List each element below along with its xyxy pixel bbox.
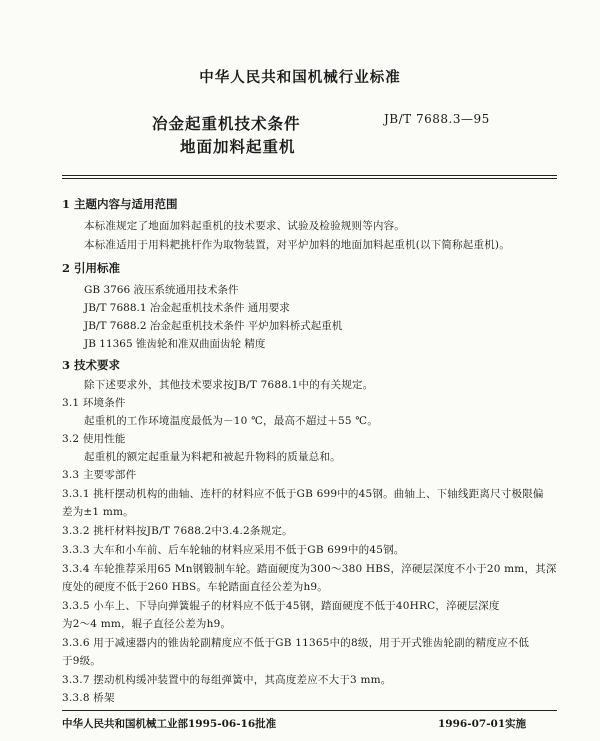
clause-3-3-5-line-2: 为2～4 mm，辊子直径公差为h9。 <box>62 618 232 630</box>
clause-3-3-8-heading: 3.3.8 桥架 <box>62 692 115 704</box>
section-3-intro: 除下述要求外，其他技术要求按JB/T 7688.1中的有关规定。 <box>84 379 374 391</box>
title-divider-bottom <box>62 178 557 179</box>
reference-item: JB/T 7688.1 冶金起重机技术条件 通用要求 <box>84 302 290 314</box>
document-title: 冶金起重机技术条件 <box>152 114 301 133</box>
clause-3-3-7: 3.3.7 摆动机构缓冲装置中的每组弹簧中，其高度差应不大于3 mm。 <box>62 674 392 686</box>
footer-divider <box>62 710 557 711</box>
clause-3-1-text: 起重机的工作环境温度最低为－10 ℃，最高不超过＋55 ℃。 <box>84 415 378 427</box>
clause-3-3-6-line-1: 3.3.6 用于减速器内的锥齿轮副精度应不低于GB 11365中的8级，用于开式锥齿轮副的精度应不低 <box>62 637 530 649</box>
section-3-heading: 3 技术要求 <box>62 358 121 372</box>
reference-item: JB/T 7688.2 冶金起重机技术条件 平炉加料桥式起重机 <box>84 320 343 332</box>
clause-3-3-1-line-1: 3.3.1 挑杆摆动机构的曲轴、连杆的材料应不低于GB 699中的45钢。曲轴上、下轴线距离尺寸极限偏 <box>62 488 544 500</box>
standard-number: JB/T 7688.3—95 <box>384 112 490 126</box>
clause-3-3-4-line-2: 度处的硬度不低于260 HBS。车轮踏面直径公差为h9。 <box>62 581 328 593</box>
section-2-heading: 2 引用标准 <box>62 261 121 275</box>
approval-info: 中华人民共和国机械工业部1995-06-16批准 <box>62 718 277 730</box>
clause-3-3-5-line-1: 3.3.5 小车上、下导向弹簧辊子的材料应不低于45钢，踏面硬度不低于40HRC，淬硬层深度 <box>62 600 500 612</box>
clause-3-3-6-line-2: 于9级。 <box>62 655 101 667</box>
clause-3-3-4-line-1: 3.3.4 车轮推荐采用65 Mn钢锻制车轮。踏面硬度为300～380 HBS，淬硬层深度不小于20 mm，其深 <box>62 563 557 575</box>
issuing-organization: 中华人民共和国机械行业标准 <box>199 69 401 86</box>
clause-3-2-text: 起重机的额定起重量为料耙和被起升物料的质量总和。 <box>84 451 341 463</box>
clause-3-3-2: 3.3.2 挑杆材料按JB/T 7688.2中3.4.2条规定。 <box>62 525 293 537</box>
clause-3-1-heading: 3.1 环境条件 <box>62 397 126 409</box>
document-subtitle: 地面加料起重机 <box>180 137 296 156</box>
clause-3-2-heading: 3.2 使用性能 <box>62 433 126 445</box>
effective-date: 1996-07-01实施 <box>438 718 527 730</box>
title-divider-top <box>62 175 557 176</box>
section-1-paragraph-1: 本标准规定了地面加料起重机的技术要求、试验及检验规则等内容。 <box>84 220 405 232</box>
reference-item: JB 11365 锥齿轮和准双曲面齿轮 精度 <box>84 338 266 350</box>
section-1-paragraph-2: 本标准适用于用料耙挑杆作为取物装置，对平炉加料的地面加料起重机(以下简称起重机)。 <box>84 239 510 251</box>
clause-3-3-3: 3.3.3 大车和小车前、后车轮轴的材料应采用不低于GB 699中的45钢。 <box>62 544 405 556</box>
clause-3-3-heading: 3.3 主要零部件 <box>62 469 137 481</box>
section-1-heading: 1 主题内容与适用范围 <box>62 197 178 211</box>
reference-item: GB 3766 液压系统通用技术条件 <box>84 284 239 296</box>
clause-3-3-1-line-2: 差为±1 mm。 <box>62 506 134 518</box>
